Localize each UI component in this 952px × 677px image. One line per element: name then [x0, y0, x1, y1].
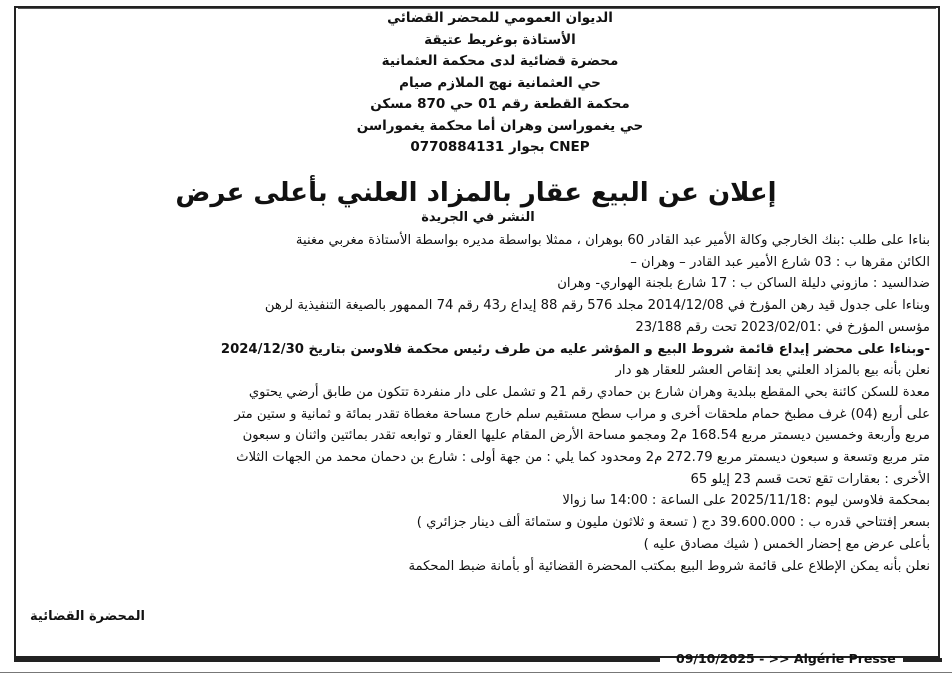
footer-rule-right	[903, 658, 942, 662]
bailiff-signature: المحضرة القضائية	[30, 609, 145, 624]
body-line: نعلن بأنه بيع بالمزاد العلني بعد إنقاص العشر للعقار هو دار	[615, 363, 930, 379]
body-line: ضدالسيد : مازوني دليلة الساكن ب : 17 شارع بلجنة الهواري- وهران	[557, 276, 930, 292]
body-line: على أربع (04) غرف مطبخ حمام ملحقات أخرى و مراب سطح مستقيم سلم خارج مساحة مغطاة تقدر بمائة و ثمانية و ستين متر	[234, 406, 930, 422]
body-line: الكائن مقرها ب : 03 شارع الأمير عبد القادر – وهران –	[630, 254, 930, 270]
header-line: حي العثمانية نهج الملازم صيام	[399, 74, 601, 91]
header-line: حي يغموراسن وهران أما محكمة يغموراسن	[356, 117, 644, 134]
body-line: بمحكمة فلاوسن ليوم :2025/11/18 على الساعة : 14:00 سا زوالا	[562, 493, 930, 509]
announcement-body	[30, 230, 930, 577]
body-line: بسعر إفتتاحي قدره ب : 39.600.000 دج ( تسعة و ثلاثون مليون و ستمائة ألف دينار جزائري )	[416, 515, 930, 531]
body-line: الأخرى : بعقارات تقع تحت قسم 23 إيلو 65	[690, 471, 930, 487]
body-line: بناءا على طلب :بنك الخارجي وكالة الأمير عبد القادر 60 بوهران ، ممثلا بواسطة مديره بواسطة الأستاذة مغربي مغنية	[295, 233, 930, 248]
body-line: نعلن بأنه يمكن الإطلاع على قائمة شروط البيع بمكتب المحضرة القضائية أو بأمانة ضبط المحكمة	[408, 558, 930, 574]
body-line: مربع وأربعة وخمسين ديسمتر مربع 168.54 م2 ومجمو مساحة الأرض المقام عليها العقار و توابعه تقدر بمائتين واثنان و سبعون	[242, 428, 930, 444]
header-line: محضرة قضائية لدى محكمة العثمانية	[381, 53, 619, 69]
bottom-rule	[0, 672, 952, 673]
announcement-subtitle: النشر في الجريدة	[421, 210, 535, 225]
body-line: -وبناءا على محضر إيداع قائمة شروط البيع و المؤشر عليه من طرف رئيس محكمة فلاوسن بتاريخ 2024/12/30	[220, 341, 930, 357]
footer-source: 09/10/2025 - >> Algérie Presse	[676, 651, 896, 666]
body-line: متر مربع وتسعة و سبعون ديسمتر مربع 272.79 م2 ومحدود كما يلي : من جهة أولى : شارع بن دحمان محمد من الجهات الثلاث	[236, 450, 930, 466]
header-line: الديوان العمومي للمحضر القضائي	[387, 10, 613, 26]
header-line: CNEP بجوار 0770884131	[410, 139, 590, 155]
announcement-title: إعلان عن البيع عقار بالمزاد العلني بأعلى عرض	[175, 178, 777, 208]
body-line: وبناءا على جدول قيد رهن المؤرخ في 2014/12/08 مجلد 576 رقم 88 إيداع ر43 رقم 74 الممهور بالصيغة التنفيذية لرهن	[264, 298, 930, 314]
header-line: الأستاذة بوغريط عتيقة	[424, 31, 576, 48]
body-line: معدة للسكن كائنة بحي المقطع ببلدية وهران شارع بن حمادي رقم 21 و تشمل على دار منفردة تتكون من طابق أرضي يحتوي	[248, 384, 930, 400]
body-line: مؤسس المؤرخ في :2023/02/01 تحت رقم 23/188	[635, 319, 930, 335]
footer-bar	[14, 652, 942, 666]
header-line: محكمة القطعة رقم 01 حي 870 مسكن	[370, 96, 630, 112]
office-header	[0, 8, 952, 159]
footer-rule-left	[14, 658, 660, 662]
body-line: بأعلى عرض مع إحضار الخمس ( شيك مصادق عليه )	[643, 536, 930, 552]
